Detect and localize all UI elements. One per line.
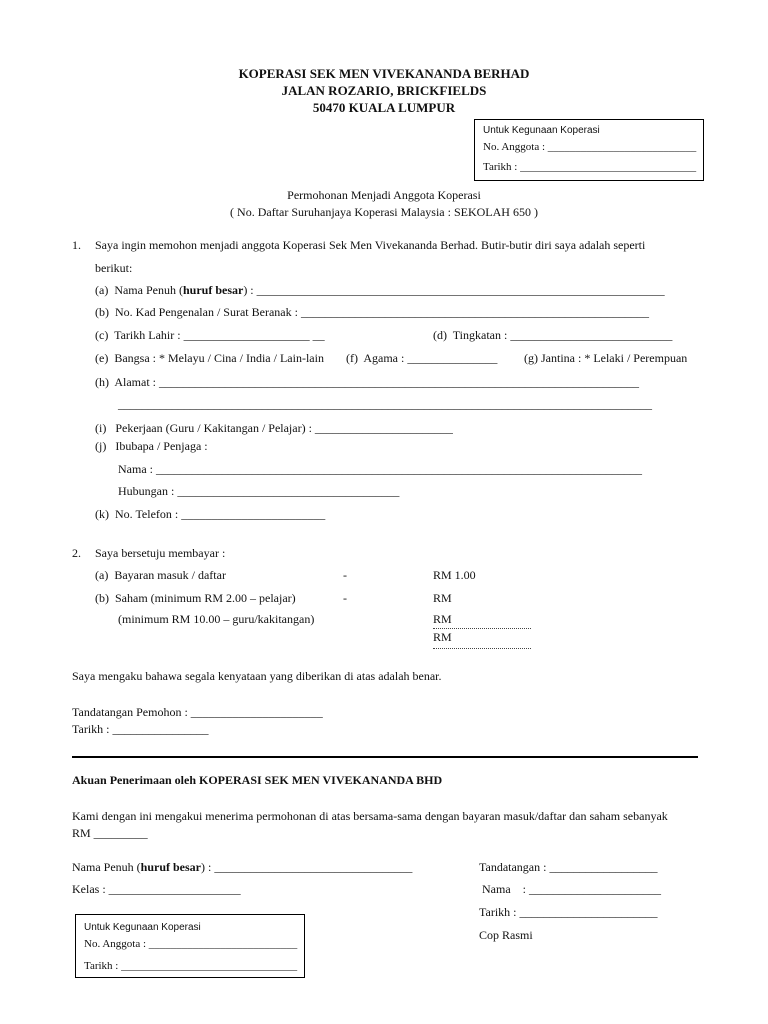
field-ibubapa-nama: Nama : _________________________________________________________________________________ bbox=[118, 462, 642, 476]
office-box-bottom-title: Untuk Kegunaan Koperasi bbox=[84, 922, 201, 933]
field-pekerjaan: (i) Pekerjaan (Guru / Kakitangan / Pelajar) : _______________________ bbox=[95, 421, 453, 435]
section2-title: Saya bersetuju membayar : bbox=[95, 546, 226, 560]
field-alamat: (h) Alamat : ________________________________________________________________________________ bbox=[95, 375, 639, 389]
applicant-date: Tarikh : ________________ bbox=[72, 722, 209, 736]
payment-shares: (b) Saham (minimum RM 2.00 – pelajar) bbox=[95, 591, 296, 605]
total-dotted-line bbox=[433, 648, 531, 649]
field-tarikh-lahir: (c) Tarikh Lahir : _____________________ __ bbox=[95, 328, 325, 342]
payment-registration-dash: - bbox=[343, 568, 347, 582]
org-address-line1: JALAN ROZARIO, BRICKFIELDS bbox=[281, 83, 487, 98]
office-use-box-bottom bbox=[75, 914, 305, 978]
field-ibubapa-hubungan: Hubungan : _____________________________________ bbox=[118, 484, 400, 498]
ack-tarikh: Tarikh : _______________________ bbox=[479, 905, 658, 919]
field-telefon: (k) No. Telefon : ________________________ bbox=[95, 507, 326, 521]
acknowledgement-line1: Kami dengan ini mengakui menerima permohonan di atas bersama-sama dengan bayaran masuk/daftar dan saham sebanyak bbox=[72, 809, 668, 823]
office-box-no-anggota: No. Anggota : ___________________________ bbox=[483, 141, 697, 153]
section1-number: 1. bbox=[72, 238, 81, 252]
subtotal-dotted-line bbox=[433, 628, 531, 629]
field-alamat-line2: _________________________________________________________________________________________ bbox=[118, 397, 652, 411]
payment-registration-amount: RM 1.00 bbox=[433, 568, 476, 582]
ack-kelas: Kelas : ______________________ bbox=[72, 882, 241, 896]
section1-line2: berikut: bbox=[95, 261, 133, 275]
ack-tandatangan: Tandatangan : __________________ bbox=[479, 860, 658, 874]
ack-cop-rasmi: Cop Rasmi bbox=[479, 928, 533, 942]
payment-shares-dash: - bbox=[343, 591, 347, 605]
acknowledgement-line2: RM _________ bbox=[72, 826, 148, 840]
section2-number: 2. bbox=[72, 546, 81, 560]
payment-total-amount: RM bbox=[433, 630, 452, 644]
applicant-signature: Tandatangan Pemohon : ______________________ bbox=[72, 705, 323, 719]
ack-nama: Nama : ______________________ bbox=[479, 882, 661, 896]
payment-shares-staff-amount: RM bbox=[433, 612, 452, 626]
acknowledgement-title: Akuan Penerimaan oleh KOPERASI SEK MEN VIVEKANANDA BHD bbox=[72, 773, 443, 787]
org-name: KOPERASI SEK MEN VIVEKANANDA BERHAD bbox=[238, 66, 530, 81]
form-title: Permohonan Menjadi Anggota Koperasi bbox=[287, 188, 481, 202]
office-use-box-top bbox=[474, 119, 704, 181]
payment-registration: (a) Bayaran masuk / daftar bbox=[95, 568, 226, 582]
payment-shares-amount: RM bbox=[433, 591, 452, 605]
section-divider bbox=[72, 756, 698, 758]
office-box-title: Untuk Kegunaan Koperasi bbox=[483, 125, 600, 136]
office-box-tarikh: Tarikh : ________________________________ bbox=[483, 161, 697, 173]
field-tingkatan: (d) Tingkatan : ___________________________ bbox=[433, 328, 673, 342]
declaration-text: Saya mengaku bahawa segala kenyataan yang diberikan di atas adalah benar. bbox=[72, 669, 442, 683]
field-kad-pengenalan: (b) No. Kad Pengenalan / Surat Beranak : __________________________________________________________ bbox=[95, 305, 649, 319]
form-subtitle: ( No. Daftar Suruhanjaya Koperasi Malaysia : SEKOLAH 650 ) bbox=[230, 205, 538, 219]
office-box-bottom-tarikh: Tarikh : ________________________________ bbox=[84, 960, 298, 972]
field-bangsa: (e) Bangsa : * Melayu / Cina / India / Lain-lain bbox=[95, 351, 324, 365]
field-jantina: (g) Jantina : * Lelaki / Perempuan bbox=[524, 351, 688, 365]
org-address-line2: 50470 KUALA LUMPUR bbox=[312, 100, 456, 115]
field-ibubapa: (j) Ibubapa / Penjaga : bbox=[95, 439, 208, 453]
field-nama-penuh: (a) Nama Penuh (huruf besar) : ____________________________________________________________________ bbox=[95, 283, 665, 297]
office-box-bottom-no-anggota: No. Anggota : ___________________________ bbox=[84, 938, 298, 950]
payment-shares-staff: (minimum RM 10.00 – guru/kakitangan) bbox=[118, 612, 315, 626]
ack-nama-penuh: Nama Penuh (huruf besar) : _________________________________ bbox=[72, 860, 413, 874]
section1-line1: Saya ingin memohon menjadi anggota Koperasi Sek Men Vivekananda Berhad. Butir-butir diri saya adalah seperti bbox=[95, 238, 646, 252]
field-agama: (f) Agama : _______________ bbox=[346, 351, 498, 365]
